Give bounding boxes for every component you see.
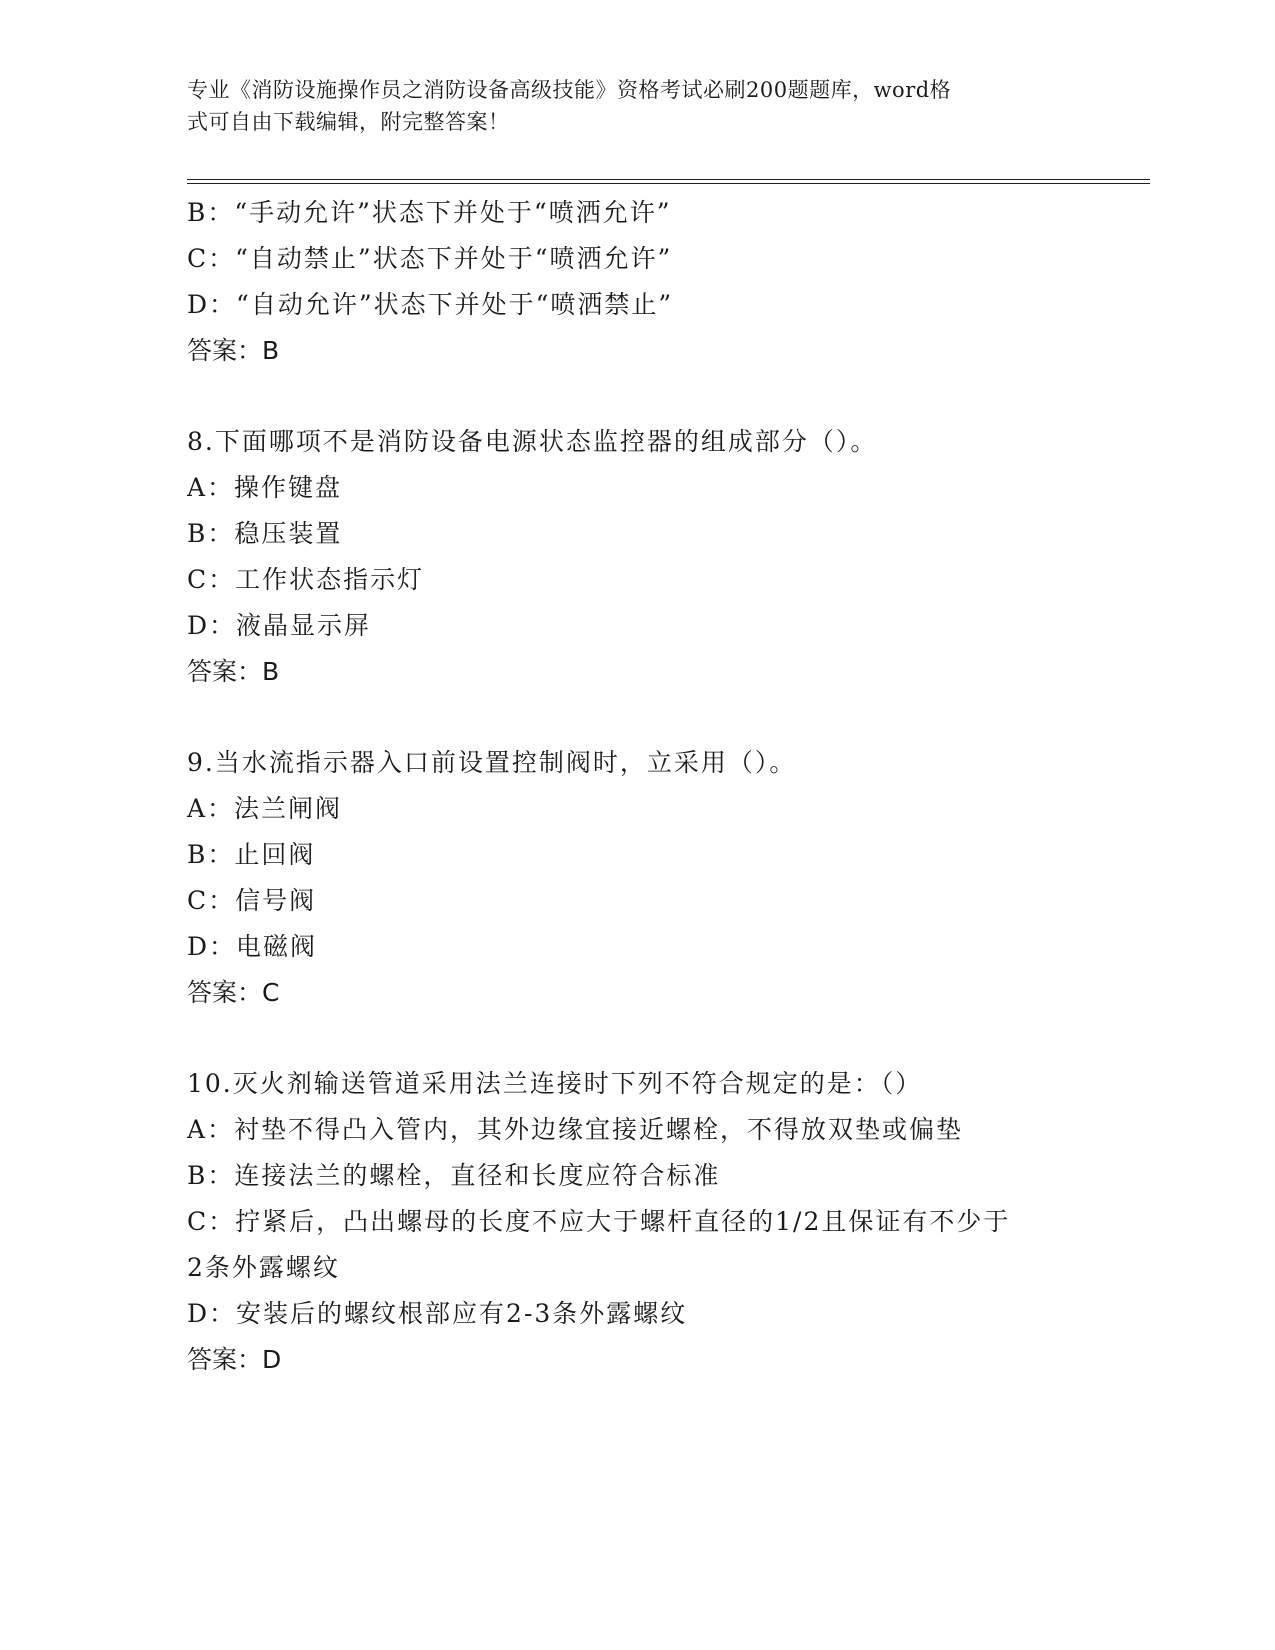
option-b: B：“手动允许”状态下并处于“喷洒允许” <box>187 198 672 227</box>
option-c: C：“自动禁止”状态下并处于“喷洒允许” <box>187 244 673 273</box>
spacer <box>187 695 1087 740</box>
header-divider <box>187 179 1150 184</box>
question-7 <box>187 190 1087 374</box>
option-b: B：稳压装置 <box>187 519 343 548</box>
question-9 <box>187 740 1087 1016</box>
option-a: A：操作键盘 <box>187 473 343 502</box>
option-c: C：信号阀 <box>187 886 317 915</box>
option-d: D：“自动允许”状态下并处于“喷洒禁止” <box>187 290 674 319</box>
option-a: A：衬垫不得凸入管内，其外边缘宜接近螺栓，不得放双垫或偏垫 <box>187 1115 964 1144</box>
question-10 <box>187 1061 1087 1383</box>
question-8 <box>187 419 1087 695</box>
question-stem: 9.当水流指示器入口前设置控制阀时，立采用（）。 <box>187 748 797 777</box>
option-c-continued: 2条外露螺纹 <box>187 1253 340 1282</box>
spacer <box>187 374 1087 419</box>
answer: 答案：C <box>187 978 280 1007</box>
option-b: B：止回阀 <box>187 840 316 869</box>
option-c: C：拧紧后，凸出螺母的长度不应大于螺杆直径的1/2且保证有不少于 <box>187 1207 1011 1236</box>
question-list <box>187 190 1087 1383</box>
header-line-2: 式可自由下载编辑，附完整答案！ <box>187 110 510 134</box>
option-b: B：连接法兰的螺栓，直径和长度应符合标准 <box>187 1161 721 1190</box>
answer: 答案：B <box>187 336 280 365</box>
answer: 答案：B <box>187 657 280 686</box>
document-header <box>187 74 1067 138</box>
option-d: D：安装后的螺纹根部应有2-3条外露螺纹 <box>187 1299 688 1328</box>
question-stem: 8.下面哪项不是消防设备电源状态监控器的组成部分（）。 <box>187 427 878 456</box>
option-d: D：电磁阀 <box>187 932 318 961</box>
option-c: C：工作状态指示灯 <box>187 565 425 594</box>
question-stem: 10.灭火剂输送管道采用法兰连接时下列不符合规定的是：（） <box>187 1069 923 1098</box>
option-d: D：液晶显示屏 <box>187 611 372 640</box>
option-a: A：法兰闸阀 <box>187 794 343 823</box>
header-line-1: 专业《消防设施操作员之消防设备高级技能》资格考试必刷200题题库，word格 <box>187 78 952 102</box>
answer: 答案：D <box>187 1345 282 1374</box>
spacer <box>187 1016 1087 1061</box>
